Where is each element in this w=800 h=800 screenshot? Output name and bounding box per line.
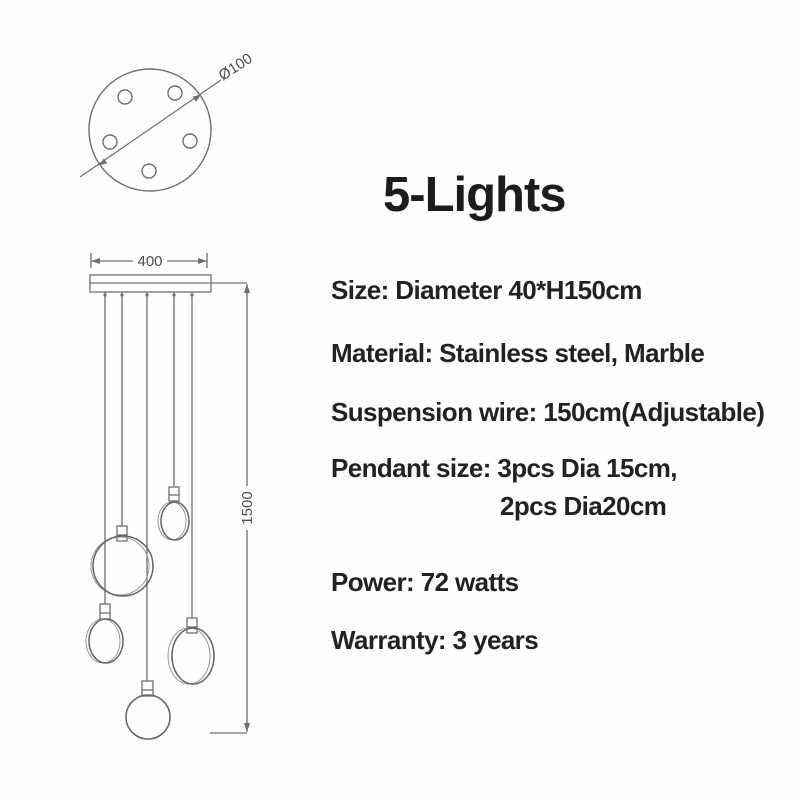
mounting-hole <box>118 90 132 104</box>
spec-pendant-size-line1: Pendant size: 3pcs Dia 15cm, <box>331 453 677 483</box>
pendant-rim <box>168 628 210 684</box>
front-view <box>86 253 256 739</box>
arrowhead-icon <box>244 723 250 732</box>
pendant-rim <box>158 502 186 540</box>
mounting-hole <box>183 134 197 148</box>
pendant-rim <box>86 619 120 663</box>
mounting-hole <box>142 164 156 178</box>
product-title: 5-Lights <box>383 168 566 222</box>
canopy-circle <box>89 69 211 191</box>
lamp-socket <box>100 604 110 619</box>
canopy-width-label: 400 <box>137 253 163 270</box>
pendant-globe-small <box>161 502 189 540</box>
mounting-hole <box>103 135 117 149</box>
lamp-socket <box>142 681 153 696</box>
lamp-socket <box>187 618 197 633</box>
height-dimension <box>210 284 256 733</box>
pendant-rim <box>91 537 149 595</box>
pendant-globe-large <box>126 695 170 739</box>
lamp-sockets <box>100 487 197 696</box>
spec-suspension-wire: Suspension wire: 150cm(Adjustable) <box>331 397 765 427</box>
arrowhead-icon <box>198 258 207 264</box>
wire-attachments <box>103 293 193 296</box>
arrowhead-icon <box>193 95 201 102</box>
technical-drawing <box>0 0 320 800</box>
arrowhead-icon <box>244 284 250 293</box>
pendant-globe-small <box>172 628 214 684</box>
drop-height-label: 1500 <box>239 491 256 525</box>
spec-pendant-size-line2: 2pcs Dia20cm <box>500 491 667 521</box>
top-view <box>80 50 256 191</box>
pendant-globe-large <box>93 536 153 596</box>
spec-warranty: Warranty: 3 years <box>331 625 539 655</box>
spec-material: Material: Stainless steel, Marble <box>331 338 705 368</box>
pendant-globe-small <box>89 619 123 663</box>
spec-size: Size: Diameter 40*H150cm <box>331 275 642 305</box>
spec-power: Power: 72 watts <box>331 567 519 597</box>
lamp-socket <box>117 526 127 541</box>
canopy-diameter-label: Ø100 <box>215 50 256 85</box>
arrowhead-icon <box>91 258 100 264</box>
width-dimension <box>91 253 207 270</box>
lamp-socket <box>169 487 179 501</box>
mounting-hole <box>168 86 182 100</box>
